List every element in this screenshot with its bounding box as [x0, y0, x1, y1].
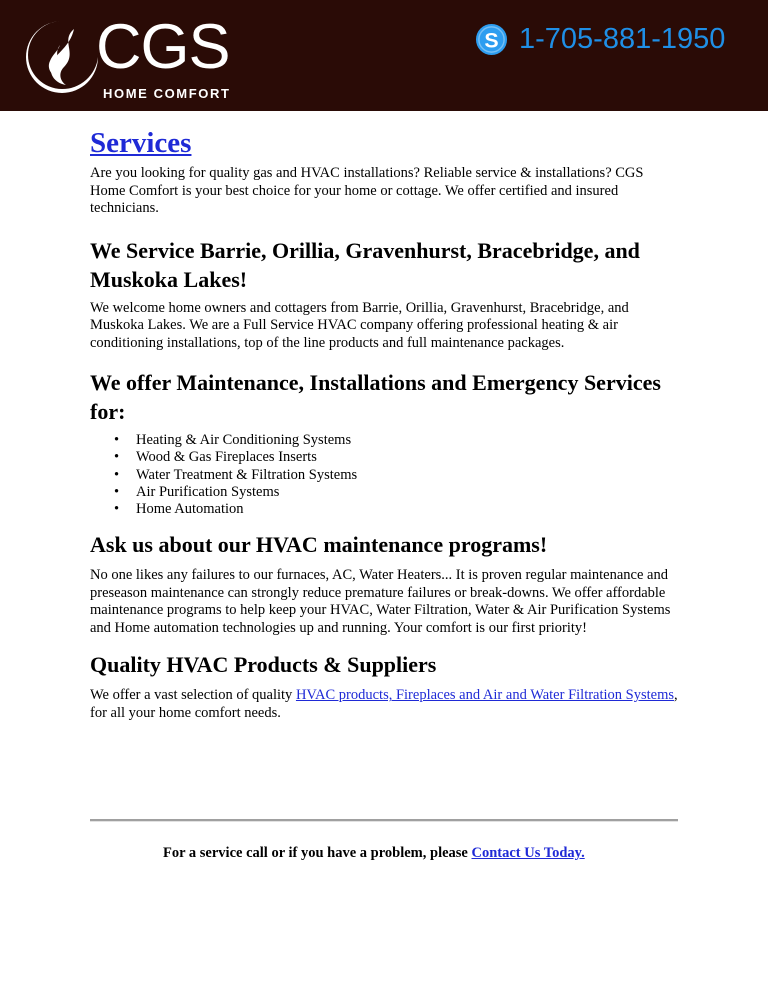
phone-contact[interactable] [475, 22, 725, 56]
services-offered-heading: We offer Maintenance, Installations and Emergency Services for: [90, 370, 661, 424]
service-area-heading: We Service Barrie, Orillia, Gravenhurst, Bracebridge, and Muskoka Lakes! [90, 237, 640, 292]
footer-call-to-action [163, 844, 585, 862]
list-item-label: Home Automation [136, 501, 244, 518]
horizontal-divider [90, 819, 678, 822]
maintenance-programs-paragraph: No one likes any failures to our furnaces, AC, Water Heaters... It is proven regular maintenance and preseason maintenance can strongly reduce premature failures or break-downs. We offer affordable maintenance programs to help keep your HVAC, Water Filtration, Water & Air Purification Systems and Home automation technologies up and running. Your comfort is our first priority! [90, 567, 671, 636]
quality-text-lead: We offer a vast selection of quality [90, 687, 296, 704]
quality-products-paragraph [90, 687, 682, 722]
quality-products-heading: Quality HVAC Products & Suppliers [90, 652, 437, 678]
contact-us-link[interactable]: Contact Us Today. [471, 845, 585, 861]
products-link[interactable]: HVAC products, Fireplaces and Air and Water Filtration Systems [295, 687, 675, 704]
brand-tagline: HOME COMFORT [103, 86, 231, 101]
main-content [90, 122, 682, 722]
list-item: • Home Automation [114, 501, 244, 518]
list-item: • Heating & Air Conditioning Systems [114, 432, 352, 448]
list-item-label: Air Purification Systems [136, 483, 280, 500]
list-item-label: Heating & Air Conditioning Systems [136, 432, 352, 448]
skype-icon[interactable] [475, 23, 508, 56]
quality-text-tail: , for all your home comfort needs. [90, 687, 678, 721]
flame-logo-icon[interactable] [20, 15, 104, 99]
page-title[interactable]: Services [90, 127, 192, 159]
service-area-paragraph: We welcome home owners and cottagers from Barrie, Orillia, Gravenhurst, Bracebridge, and Muskoka Lakes. We are a Full Service HVAC company offering professional heating & air conditioning installations, top of the line products and full maintenance packages. [90, 299, 629, 351]
maintenance-programs-heading: Ask us about our HVAC maintenance programs! [90, 532, 548, 558]
brand-name: CGS [96, 12, 230, 82]
phone-number[interactable]: 1-705-881-1950 [519, 23, 726, 55]
list-item-label: Water Treatment & Filtration Systems [136, 466, 358, 483]
footer-text: For a service call or if you have a problem, please [163, 845, 472, 861]
list-item: • Wood & Gas Fireplaces Inserts [114, 449, 317, 466]
list-item-label: Wood & Gas Fireplaces Inserts [136, 449, 317, 466]
services-list [90, 432, 682, 518]
site-header [0, 0, 768, 111]
list-item: • Water Treatment & Filtration Systems [114, 466, 358, 483]
intro-paragraph: Are you looking for quality gas and HVAC installations? Reliable service & installations? CGS Home Comfort is your best choice for your home or cottage. We offer certified and insured technicians. [90, 165, 644, 216]
svg-text:S: S [484, 27, 499, 52]
list-item: • Air Purification Systems [114, 483, 280, 500]
